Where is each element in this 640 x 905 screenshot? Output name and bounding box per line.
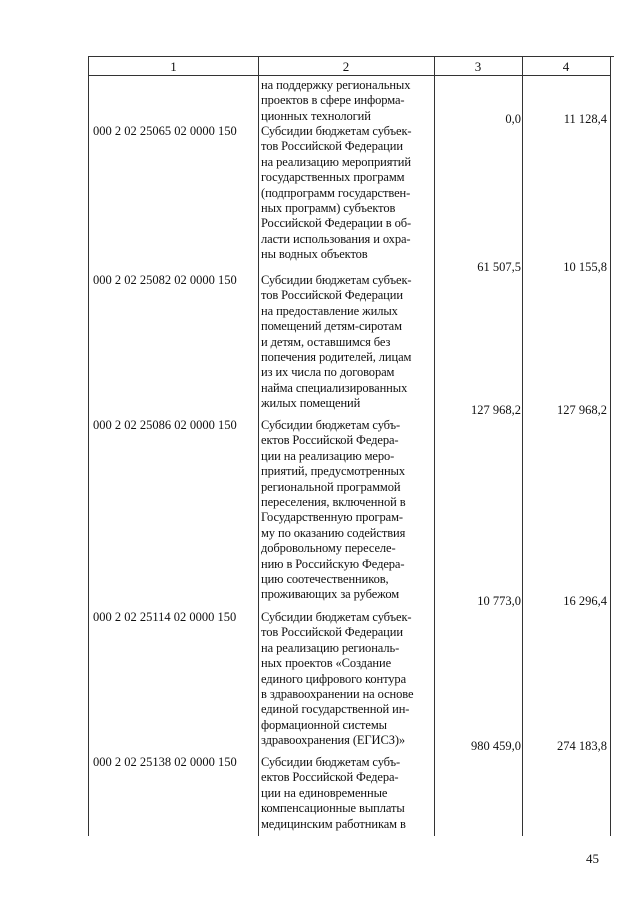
row-description: Субсидии бюджетам субъ- ектов Российской Федера- ции на реализацию меро- приятий, предусмотренных региональной программой переселения, включенной в Государственную програм- му по оказанию содействия добровольному переселе- нию в Российскую Федера- цию соотечественников, проживающих за рубежом [261,418,406,602]
row-description: Субсидии бюджетам субъ- ектов Российской Федера- ции на единовременные компенсационные выплаты медицинским работникам в [261,755,406,831]
row-value-col3: 0,0 [505,112,521,126]
row-value-col3: 980 459,0 [471,739,521,753]
header-col-3: 3 [474,59,482,74]
row-value-col4: 127 968,2 [557,403,607,417]
header-col-1: 1 [170,59,177,74]
row-value-col4: 16 296,4 [563,594,607,608]
row-code: 000 2 02 25138 02 0000 150 [93,755,237,769]
row-code: 000 2 02 25065 02 0000 150 [93,124,237,138]
row-description: Субсидии бюджетам субъек- тов Российской Федерации на реализацию региональ- ных проектов «Создание единого цифрового контура в здравоохранении на основе единой государственной ин- формационной системы здравоохранения (ЕГИСЗ)» [261,610,414,748]
budget-table [88,56,614,836]
header-col-4: 4 [562,59,570,74]
column-divider [434,57,435,836]
continuation-description: на поддержку региональных проектов в сфере информа- ционных технологий [261,78,411,123]
row-value-col4: 10 155,8 [563,260,607,274]
row-description: Субсидии бюджетам субъек- тов Российской Федерации на реализацию мероприятий государственных программ (подпрограмм государствен- ных программ) субъектов Российской Федерации в об- ласти использования и охра- ны водных объектов [261,124,412,262]
row-value-col4: 11 128,4 [563,112,607,126]
row-value-col4: 274 183,8 [557,739,607,753]
page-number: 45 [586,851,599,866]
header-col-2: 2 [342,59,350,74]
row-value-col3: 10 773,0 [477,594,521,608]
row-code: 000 2 02 25086 02 0000 150 [93,418,237,432]
row-value-col3: 127 968,2 [471,403,521,417]
header-divider [89,75,611,76]
column-divider [610,57,611,836]
row-code: 000 2 02 25114 02 0000 150 [93,610,237,624]
row-value-col3: 61 507,5 [477,260,521,274]
column-divider [522,57,523,836]
column-divider [258,57,259,836]
row-code: 000 2 02 25082 02 0000 150 [93,273,237,287]
row-description: Субсидии бюджетам субъек- тов Российской Федерации на предоставление жилых помещений детям-сиротам и детям, оставшимся без попечения родителей, лицам из их числа по договорам найма специализированных жилых помещений [261,273,412,411]
